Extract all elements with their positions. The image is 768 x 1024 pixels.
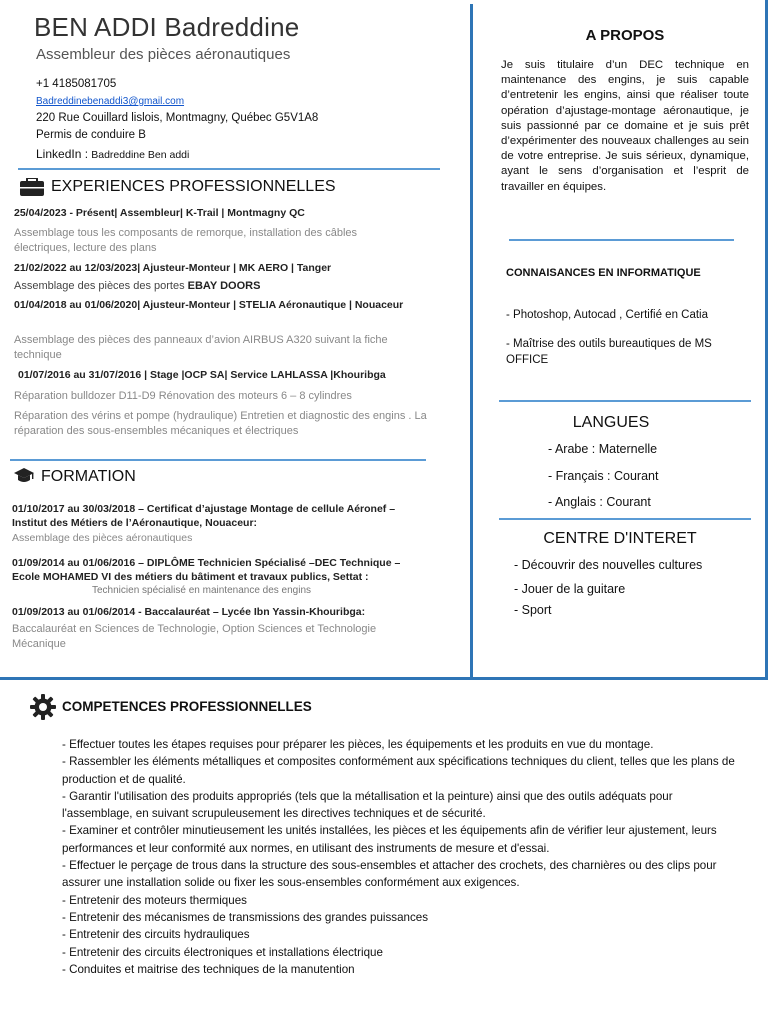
- languages-separator: [499, 518, 751, 520]
- formation-2-desc: Technicien spécialisé en maintenance des engins: [92, 585, 312, 596]
- exp-2-head: 21/02/2022 au 12/03/2023| Ajusteur-Monteur | MK AERO | Tanger: [14, 262, 332, 274]
- formation-3-desc: Baccalauréat en Sciences de Technologie, Option Sciences et Technologie Mécanique: [12, 623, 377, 650]
- formation-1-desc: Assemblage des pièces aéronautiques: [12, 532, 193, 544]
- about-text: Je suis titulaire d’un DEC technique en maintenance des engins, je suis capable d’entretenir les engins, ainsi que réaliser toute opération d’ajustage-montage aéronautique, je suis passionné par ce domaine et je suis prêt d’expérimenter des nouveaux challenges au sein de votre entreprise. Je suis sérieux, dynamique, ayant le sens d’organisation et l’esprit de travailler en équipes.: [501, 59, 749, 193]
- linkedin-label: LinkedIn :: [36, 147, 89, 161]
- exp-2-desc-bold: EBAY DOORS: [187, 280, 261, 292]
- email-wrap: [36, 95, 184, 107]
- skill-item-1: - Effectuer toutes les étapes requises pour préparer les pièces, les équipements et les produits en vue du montage.: [62, 738, 654, 751]
- it-item-1: - Photoshop, Autocad , Certifié en Catia: [506, 309, 709, 321]
- exp-2-desc-text: Assemblage des pièces des portes: [14, 280, 188, 292]
- interests-title: CENTRE D'INTERET: [543, 530, 697, 547]
- skill-item-9: - Entretenir des circuits électroniques et installations électrique: [62, 945, 383, 959]
- formation-3-head: 01/09/2013 au 01/06/2014 - Baccalauréat – Lycée Ibn Yassin-Khouribga:: [12, 606, 366, 618]
- language-item-2: - Français : Courant: [548, 469, 659, 483]
- skill-item-7: - Entretenir des mécanismes de transmissions des grandes puissances: [62, 910, 429, 924]
- skill-item-5: - Effectuer le perçage de trous dans la structure des sous-ensembles et attacher des crochets, des charnières ou des clips pour assurer une installation solide ou fixer les sous-ensembles conformément aux exigences.: [62, 859, 717, 890]
- formation-1-head: 01/10/2017 au 30/03/2018 – Certificat d’ajustage Montage de cellule Aéronef – Institut des Métiers de l’Aéronautique, Nouaceur:: [12, 503, 396, 529]
- linkedin: [36, 147, 189, 161]
- exp-1-head: 25/04/2023 - Présent| Assembleur| K-Trail | Montmagny QC: [14, 207, 305, 219]
- exp-3-head: 01/04/2018 au 01/06/2020| Ajusteur-Monteur | STELIA Aéronautique | Nouaceur: [14, 299, 404, 311]
- phone-number: +1 4185081705: [36, 78, 117, 90]
- skill-item-3: - Garantir l'utilisation des produits appropriés (tels que la métallisation et la peinture) ainsi que des outils adéquats pour l'assemblage, en suivant scrupuleusement les directives techniques et de sécurité.: [62, 789, 673, 821]
- skills-list: [62, 736, 742, 978]
- address: 220 Rue Couillard lislois, Montmagny, Québec G5V1A8: [36, 112, 319, 124]
- column-divider: [470, 4, 473, 680]
- candidate-name: BEN ADDI Badreddine: [34, 12, 300, 42]
- skill-item-4: - Examiner et contrôler minutieusement les unités installées, les pièces et les équipements afin de vérifier leur ajustement, leurs performances et leur conformité aux normes, en utilisant des instruments de mesure et d'essai.: [62, 824, 717, 855]
- exp-3-desc: Assemblage des pièces des panneaux d’avion AIRBUS A320 suivant la fiche technique: [14, 334, 388, 361]
- graduation-cap-icon: [14, 468, 34, 489]
- exp-1-desc: Assemblage tous les composants de remorque, installation des câbles électriques, lecture des plans: [14, 227, 358, 254]
- language-item-1: - Arabe : Maternelle: [548, 442, 658, 456]
- it-title: CONNAISANCES EN INFORMATIQUE: [506, 267, 701, 279]
- skill-item-2: - Rassembler les éléments métalliques et composites conformément aux spécifications techniques du client, telles que les plans de production et de qualité.: [62, 755, 735, 786]
- linkedin-value[interactable]: Badreddine Ben addi: [91, 149, 190, 161]
- exp-2-desc: [14, 280, 260, 292]
- skill-item-6: - Entretenir des moteurs thermiques: [62, 893, 247, 907]
- interest-item-1: - Découvrir des nouvelles cultures: [514, 558, 703, 572]
- driving-permit: Permis de conduire B: [36, 129, 146, 141]
- email-link[interactable]: Badreddinebenaddi3@gmail.com: [36, 96, 185, 107]
- languages-title: LANGUES: [572, 414, 650, 431]
- formation-2-head: 01/09/2014 au 01/06/2016 – DIPLÔME Technicien Spécialisé –DEC Technique – Ecole MOHAMED VI des métiers du bâtiment et travaux publics, Settat :: [12, 557, 401, 583]
- formation-title: FORMATION: [41, 468, 136, 485]
- interest-item-2: - Jouer de la guitare: [514, 582, 626, 596]
- gear-icon: [30, 694, 56, 725]
- about-separator: [509, 239, 734, 241]
- language-item-3: - Anglais : Courant: [548, 495, 651, 509]
- it-item-2: - Maîtrise des outils bureautiques de MS OFFICE: [506, 338, 712, 366]
- experience-separator: [10, 459, 426, 461]
- job-title: Assembleur des pièces aéronautiques: [36, 46, 291, 63]
- exp-4-head: 01/07/2016 au 31/07/2016 | Stage |OCP SA| Service LAHLASSA |Khouribga: [18, 369, 386, 381]
- exp-4-desc-2: Réparation des vérins et pompe (hydraulique) Entretien et diagnostic des engins . La réparation des sous-ensembles mécaniques et électriques: [14, 410, 427, 437]
- skill-item-10: - Conduites et maitrise des techniques de la manutention: [62, 962, 355, 976]
- header-separator: [18, 168, 440, 170]
- skills-title: COMPETENCES PROFESSIONNELLES: [62, 699, 312, 714]
- interest-item-3: - Sport: [514, 603, 552, 617]
- experiences-title: EXPERIENCES PROFESSIONNELLES: [51, 178, 336, 195]
- bottom-divider: [0, 677, 768, 680]
- it-separator: [499, 400, 751, 402]
- skill-item-8: - Entretenir des circuits hydrauliques: [62, 928, 250, 942]
- exp-4-desc: Réparation bulldozer D11-D9 Rénovation des moteurs 6 – 8 cylindres: [14, 390, 352, 402]
- about-title: A PROPOS: [585, 27, 665, 44]
- briefcase-icon: [20, 178, 44, 201]
